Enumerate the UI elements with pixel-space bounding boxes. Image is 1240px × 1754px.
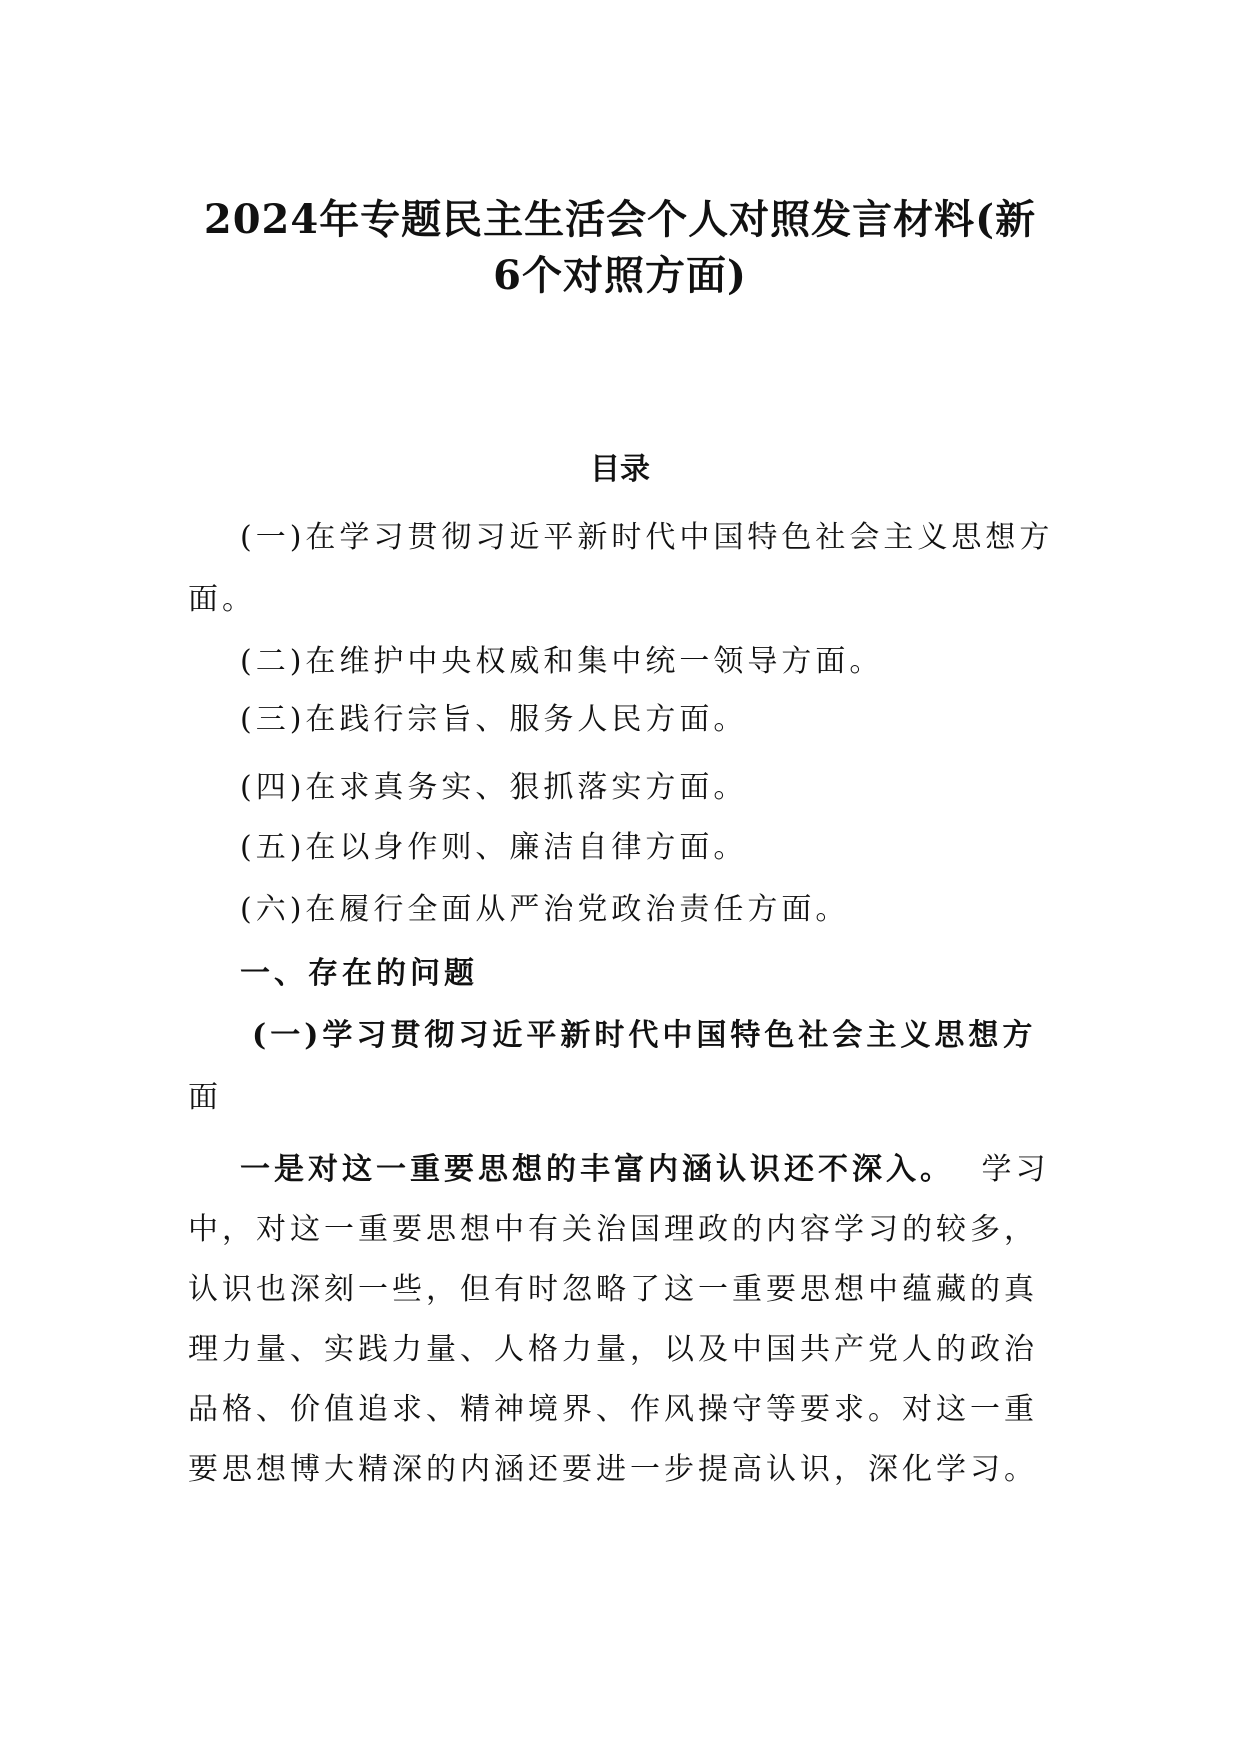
paragraph-line-2: 中，对这一重要思想中有关治国理政的内容学习的较多， (188, 1212, 1038, 1247)
toc-heading: 目录 (590, 452, 650, 487)
toc-item-5: (五)在以身作则、廉洁自律方面。 (240, 830, 748, 865)
paragraph-line-6: 要思想博大精深的内涵还要进一步提高认识，深化学习。 (188, 1452, 1038, 1487)
paragraph-lead: 一是对这一重要思想的丰富内涵认识还不深入。 (240, 1152, 954, 1187)
paragraph-line-1-text: 学习 (981, 1152, 1050, 1187)
toc-item-4: (四)在求真务实、狠抓落实方面。 (240, 770, 748, 805)
toc-item-2: (二)在维护中央权威和集中统一领导方面。 (240, 644, 884, 679)
toc-item-1-continued: 面。 (188, 582, 256, 617)
paragraph-line-3: 认识也深刻一些，但有时忽略了这一重要思想中蕴藏的真 (188, 1272, 1038, 1307)
document-title-line-1: 2024年专题民主生活会个人对照发言材料(新 (203, 196, 1037, 243)
subsection-heading-1-continued: 面 (188, 1080, 222, 1115)
paragraph-line-1 (240, 1144, 1050, 1188)
paragraph-line-4: 理力量、实践力量、人格力量，以及中国共产党人的政治 (188, 1332, 1038, 1367)
section-heading-problems: 一、存在的问题 (240, 956, 478, 991)
paragraph-line-5: 品格、价值追求、精神境界、作风操守等要求。对这一重 (188, 1392, 1038, 1427)
toc-item-6: (六)在履行全面从严治党政治责任方面。 (240, 892, 850, 927)
toc-item-1: (一)在学习贯彻习近平新时代中国特色社会主义思想方 (240, 520, 1054, 555)
toc-item-3: (三)在践行宗旨、服务人民方面。 (240, 702, 748, 737)
subsection-heading-1: (一)学习贯彻习近平新时代中国特色社会主义思想方 (252, 1018, 1037, 1053)
document-title-line-2: 6个对照方面) (493, 252, 747, 299)
